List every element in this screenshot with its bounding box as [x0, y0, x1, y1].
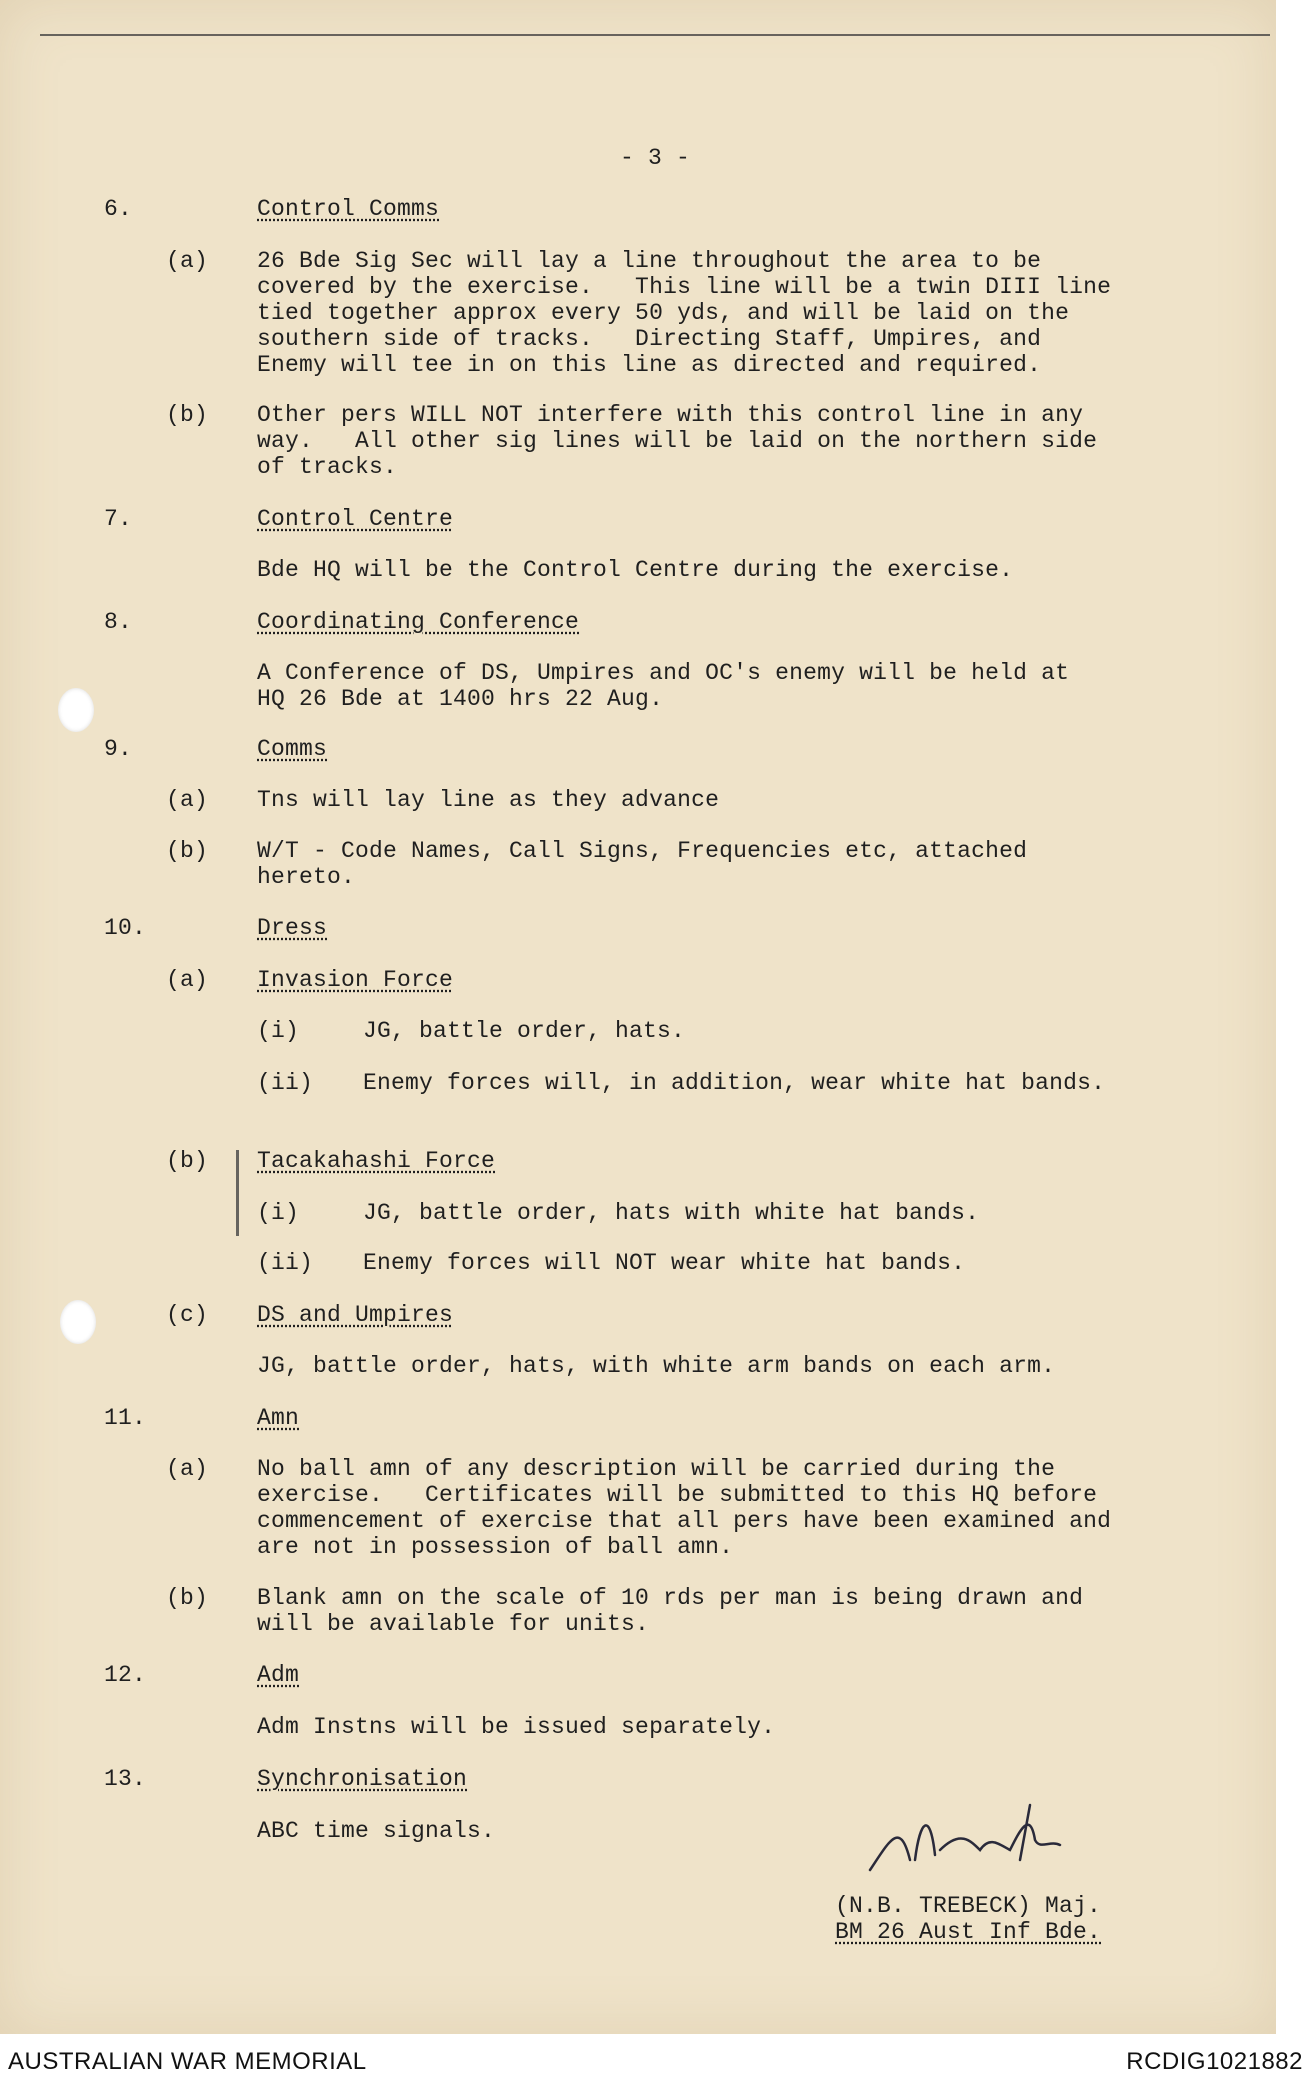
punch-hole	[60, 1300, 96, 1344]
section-heading: Control Centre	[257, 506, 454, 532]
section-number: 12.	[104, 1662, 147, 1688]
paragraph-line: Enemy will tee in on this line as directed and required.	[257, 352, 1042, 378]
handwritten-signature	[860, 1800, 1100, 1880]
paragraph-line: JG, battle order, hats with white hat bands.	[363, 1200, 980, 1226]
margin-mark	[236, 1150, 239, 1236]
section-number: 7.	[104, 506, 133, 532]
item-label: (i)	[257, 1200, 300, 1226]
subsection-label: (a)	[166, 248, 209, 274]
item-label: (ii)	[257, 1070, 314, 1096]
section-heading: Amn	[257, 1405, 300, 1431]
section-heading: Synchronisation	[257, 1766, 468, 1792]
section-number: 11.	[104, 1405, 147, 1431]
section-number: 8.	[104, 609, 133, 635]
paragraph-line: exercise. Certificates will be submitted to this HQ before	[257, 1482, 1098, 1508]
paragraph-line: Enemy forces will, in addition, wear white hat bands.	[363, 1070, 1106, 1096]
subsection-heading: Tacakahashi Force	[257, 1148, 496, 1174]
section-number: 6.	[104, 196, 133, 222]
top-rule	[40, 34, 1270, 36]
page-number: - 3 -	[620, 145, 691, 171]
signatory-name: (N.B. TREBECK) Maj.	[835, 1893, 1102, 1919]
paragraph-line: W/T - Code Names, Call Signs, Frequencies etc, attached	[257, 838, 1028, 864]
item-label: (ii)	[257, 1250, 314, 1276]
subsection-heading: Invasion Force	[257, 967, 454, 993]
paragraph-line: Other pers WILL NOT interfere with this control line in any	[257, 402, 1084, 428]
paragraph-line: JG, battle order, hats.	[363, 1018, 686, 1044]
section-number: 9.	[104, 736, 133, 762]
paragraph-line: hereto.	[257, 864, 356, 890]
section-heading: Comms	[257, 736, 328, 762]
section-number: 13.	[104, 1766, 147, 1792]
subsection-label: (b)	[166, 1585, 209, 1611]
paragraph-line: Adm Instns will be issued separately.	[257, 1714, 776, 1740]
section-heading: Coordinating Conference	[257, 609, 580, 635]
section-heading: Adm	[257, 1662, 300, 1688]
signatory-title: BM 26 Aust Inf Bde.	[835, 1919, 1102, 1945]
footer-record-id: RCDIG1021882	[1126, 2048, 1303, 2075]
subsection-label: (b)	[166, 838, 209, 864]
subsection-label: (a)	[166, 967, 209, 993]
paragraph-line: ABC time signals.	[257, 1818, 496, 1844]
section-heading: Dress	[257, 915, 328, 941]
paragraph-line: will be available for units.	[257, 1611, 650, 1637]
subsection-label: (b)	[166, 1148, 209, 1174]
paragraph-line: Tns will lay line as they advance	[257, 787, 720, 813]
subsection-label: (a)	[166, 1456, 209, 1482]
paragraph-line: of tracks.	[257, 454, 398, 480]
paragraph-line: 26 Bde Sig Sec will lay a line throughout the area to be	[257, 248, 1042, 274]
subsection-heading: DS and Umpires	[257, 1302, 454, 1328]
subsection-label: (b)	[166, 402, 209, 428]
paragraph-line: covered by the exercise. This line will be a twin DIII line	[257, 274, 1112, 300]
paragraph-line: No ball amn of any description will be carried during the	[257, 1456, 1056, 1482]
paragraph-line: commencement of exercise that all pers have been examined and	[257, 1508, 1112, 1534]
paragraph-line: tied together approx every 50 yds, and will be laid on the	[257, 300, 1070, 326]
paragraph-line: A Conference of DS, Umpires and OC's enemy will be held at	[257, 660, 1070, 686]
paragraph-line: JG, battle order, hats, with white arm bands on each arm.	[257, 1353, 1056, 1379]
paragraph-line: way. All other sig lines will be laid on the northern side	[257, 428, 1098, 454]
punch-hole	[58, 688, 94, 732]
subsection-label: (a)	[166, 787, 209, 813]
paragraph-line: Bde HQ will be the Control Centre during the exercise.	[257, 557, 1014, 583]
paragraph-line: southern side of tracks. Directing Staff, Umpires, and	[257, 326, 1042, 352]
section-number: 10.	[104, 915, 147, 941]
paragraph-line: Enemy forces will NOT wear white hat bands.	[363, 1250, 966, 1276]
paragraph-line: HQ 26 Bde at 1400 hrs 22 Aug.	[257, 686, 664, 712]
paragraph-line: Blank amn on the scale of 10 rds per man is being drawn and	[257, 1585, 1084, 1611]
section-heading: Control Comms	[257, 196, 440, 222]
subsection-label: (c)	[166, 1302, 209, 1328]
paragraph-line: are not in possession of ball amn.	[257, 1534, 734, 1560]
footer-archive-name: AUSTRALIAN WAR MEMORIAL	[8, 2048, 367, 2075]
item-label: (i)	[257, 1018, 300, 1044]
